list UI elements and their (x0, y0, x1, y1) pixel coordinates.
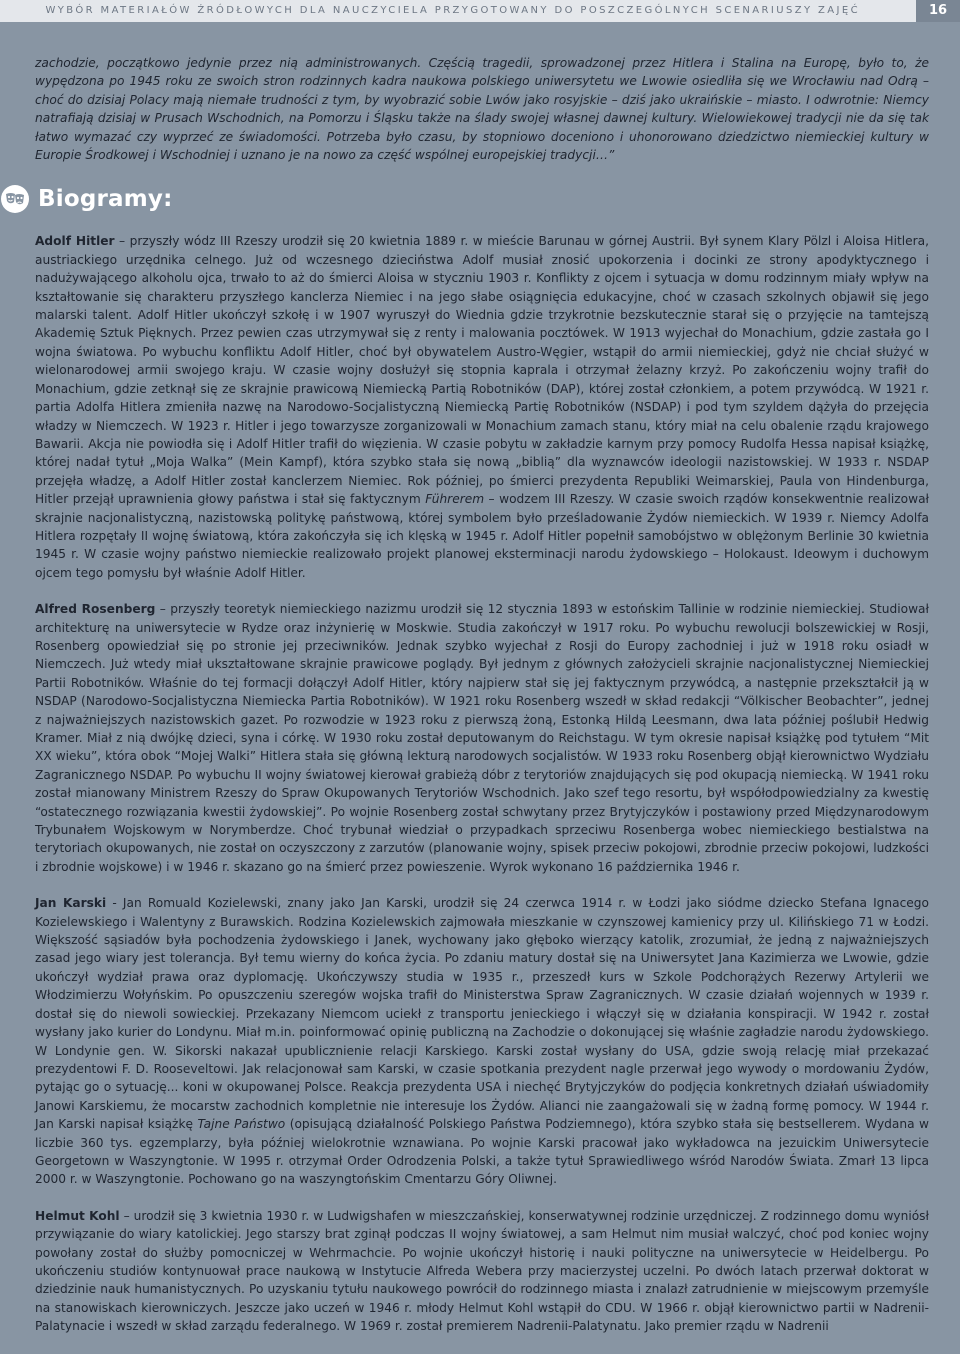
bio-italic: Tajne Państwo (197, 1117, 286, 1132)
header-bar (0, 0, 960, 22)
section-title: Biogramy: (38, 186, 173, 213)
bio-text: (opisującą działalność Polskiego Państwa Podziemnego), która szybko stała się bestsellerem. Wydana w liczbie 360 tys. egzemplarzy, była później wielokrotnie wznawiana. Po wojnie Karski pracował jako wykładowca na jezuickim Uniwersytecie Georgetown w Waszyngtonie. W 1995 r. otrzymał Order Odrodzenia Polski, a także tytuł Sprawiedliwego wśród Narodów Świata. Zmarł 13 lipca 2000 r. w Waszyngtonie. Pochowano go na waszyngtońskim Cmentarzu Góry Oliwnej. (35, 1117, 929, 1187)
bio-kohl (35, 1207, 929, 1336)
bio-name: Adolf Hitler (35, 234, 115, 249)
bio-text: – przyszły wódz III Rzeszy urodził się 20 kwietnia 1889 r. w mieście Barunau w górnej Austrii. Był synem Klary Pölzl i Aloisa Hitlera, austriackiego urzędnika celnego. Już od wczesnego dzieciństwa Adolf musiał znosić upokorzenia i docinki ze strony apodyktycznego i nadużywającego alkoholu ojca, trwało to aż do śmierci Aloisa w styczniu 1903 r. Konflikty z ojcem i sytuacja w domu rodzinnym miały wpływ na kształtowanie się charakteru przyszłego kanclerza Niemiec i na jego słabe osiągnięcia edukacyjne, choć w czasach szkolnych objawił się jego malarski talent. Adolf Hitler ukończył szkołę i w 1907 wyruszył do Wiednia gdzie trzykrotnie bezskutecznie starał się o przyjęcie na tamtejszą Akademię Sztuk Pięknych. Przez pewien czas utrzymywał się z renty i malowania pocztówek. W 1913 wyjechał do Monachium, gdzie zastała go I wojna światowa. Po wybuchu konfliktu Adolf Hitler, choć był obywatelem Austro-Węgier, wstąpił do armii niemieckiej, gdyż nie chciał służyć w wielonarodowej armii swojego kraju. W czasie wojny dosłużył się stopnia kaprala i otrzymał żelazny krzyż. Po zakończeniu wojny trafił do Monachium, gdzie zetknął się ze skrajnie prawicową Niemiecką Partią Robotników (DAP), której został członkiem, a potem przywódcą. W 1921 r. partia Adolfa Hitlera zmieniła nazwę na Narodowo-Socjalistyczną Niemiecką Partię Robotników (NSDAP) i pod tym szyldem dążyła do przejęcia władzy w Niemczech. W 1923 r. Hitler i jego towarzysze zorganizowali w Monachium zamach stanu, który miał na celu obalenie rządu krajowego Bawarii. Akcja nie powiodła się i Adolf Hitler trafił do więzienia. W czasie pobytu w zakładzie karnym przy pomocy Rudolfa Hessa napisał książkę, której nadał tytuł „Moja Walka” (Mein Kampf), która szybko stała się nową „biblią” dla wyznawców ideologii nazistowskiej. W 1933 r. NSDAP przejęła władzę, a Adolf Hitler został kanclerzem Niemiec. Rok później, po śmierci prezydenta Republiki Weimarskiej, Paula von Hindenburga, Hitler przejął uprawnienia głowy państwa i stał się faktycznym (35, 234, 929, 507)
bio-name: Jan Karski (35, 896, 107, 911)
bio-rosenberg (35, 600, 929, 876)
bio-text: – przyszły teoretyk niemieckiego nazizmu urodził się 12 stycznia 1893 w estońskim Tallinie w rodzinie niemieckiej. Studiował architekturę na uniwersytecie w Rydze oraz inżynierię w Moskwie. Studia zakończył w 1917 roku. Po wybuchu rewolucji bolszewickiej w Rosji, Rosenberg opowiedział się po stronie jej przeciwników. Jednak szybko wyjechał z Rosji do Europy zachodniej i już w 1918 roku osiadł w Niemczech. Już wtedy miał ukształtowane skrajnie prawicowe poglądy. Był jednym z głównych założycieli skrajnie nacjonalistycznej Niemieckiej Partii Robotników. Właśnie do tej formacji dołączył Adolf Hitler, który najpierw stał się jej faktycznym przywódcą, a następnie przekształcił ją w NSDAP (Narodowo-Socjalistyczna Niemiecka Partia Robotników). W 1921 roku Rosenberg wszedł w skład redakcji “Völkischer Beobachter”, jednej z najważniejszych nazistowskich gazet. Po rozwodzie w 1923 roku z pierwszą żoną, Estonką Hildą Leesmann, dwa lata później poślubił Hedwig Kramer. Miał z nią dwójkę dzieci, syna i córkę. W 1930 roku został deputowanym do Reichstagu. W tym okresie napisał książkę pod tytułem “Mit XX wieku”, która obok “Mojej Walki” Hitlera stała się główną lekturą narodowych socjalistów. W 1933 roku Rosenberg objął kierownictwo Wydziału Zagranicznego NSDAP. Po wybuchu II wojny światowej kierował grabieżą dóbr z terytoriów znajdujących się pod okupacją niemiecką. W 1941 roku został mianowany Ministrem Rzeszy do Spraw Okupowanych Terytoriów Wschodnich. Jako szef tego resortu, był współodpowiedzialny za kwestię “ostatecznego rozwiązania kwestii żydowskiej”. Po wojnie Rosenberg został schwytany przez Brytyjczyków i postawiony przed Międzynarodowym Trybunałem Wojskowym w Norymberdze. Choć trybunał wiedział o przypadkach sprzeciwu Rosenberga wobec niemieckiego bestialstwa na terytoriach okupowanych, nie został on oczyszczony z zarzutów (planowanie wojny, spisek przeciw pokojowi, zbrodnie przeciw pokojowi, ludzkości i zbrodnie wojskowe) i w 1946 r. skazano go na śmierć przez powieszenie. Wyrok wykonano 16 października 1946 r. (35, 602, 929, 874)
bio-name: Helmut Kohl (35, 1208, 120, 1223)
theater-masks-icon (0, 184, 30, 214)
bio-name: Alfred Rosenberg (35, 602, 156, 617)
bio-text: – urodził się 3 kwietnia 1930 r. w Ludwigshafen w mieszczańskiej, konserwatywnej rodzinie urzędniczej. Z rodzinnego domu wyniósł przywiązanie do wiary katolickiej. Jego starszy brat zginął podczas II wojny światowej, a sam Helmut nim musiał walczyć, choć pod koniec wojny powołany został do służby pomocniczej w Wehrmachcie. Po wojnie ukończył historię i nauki polityczne na uniwersytecie w Heidelbergu. Po ukończeniu studiów kontynuował prace naukową w Instytucie Alfreda Webera przy macierzystej uczelni. Po dwóch latach przerwał doktorat w dziedzinie nauk humanistycznych. Po uzyskaniu tytułu naukowego powrócił do rodzinnego miasta i znalazł zatrudnienie w miejscowym przemyśle na stanowiskach kierowniczych. Jeszcze jako uczeń w 1946 r. młody Helmut Kohl wstąpił do CDU. W 1966 r. objął kierownictwo partii w Nadrenii-Palatynacie i wszedł w skład zarządu federalnego. W 1969 r. został premierem Nadrenii-Palatynatu. Jako premier rządu w Nadrenii (35, 1208, 929, 1334)
bio-italic: Führerem (425, 492, 485, 507)
header-title: WYBÓR MATERIAŁÓW ŹRÓDŁOWYCH DLA NAUCZYCIELA PRZYGOTOWANY DO POSZCZEGÓLNYCH SCENARIUSZY ZAJĘĆ (45, 5, 860, 16)
page-content (35, 54, 929, 1354)
bio-text: - Jan Romuald Kozielewski, znany jako Jan Karski, urodził się 24 czerwca 1914 r. w Łodzi jako siódme dziecko Stefana Ignacego Kozielewskiego i Walentyny z Burawskich. Rodzina Kozielewskich zajmowała mieszkanie w czynszowej kamienicy przy ul. Kilińskiego 71 w Łodzi. Większość sąsiadów była pochodzenia żydowskiego i Janek, wychowany jako głęboko wierzący katolik, zrozumiał, że jedną z najważniejszych zasad jego wiary jest tolerancja. Był temu wierny do końca życia. Po zdaniu matury dostał się na Uniwersytet Jana Kazimierza we Lwowie, gdzie ukończył wydział prawa oraz dyplomację. Ukończywszy studia w 1935 r., przeszedł kurs w Szkole Podchorążych Rezerwy Artylerii we Włodzimierzu Wołyńskim. Po opuszczeniu szeregów wojska trafił do Ministerstwa Spraw Zagranicznych. W czasie działań wojennych w 1939 r. dostał się do niewoli sowieckiej. Przekazany Niemcom uciekł z transportu jenieckiego i włączył się w działania konspiracji. W 1942 r. został wysłany jako kurier do Londynu. Miał m.in. poinformować opinię publiczną na Zachodzie o dokonującej się właśnie zagładzie narodu żydowskiego. W Londynie gen. W. Sikorski nakazał upublicznienie relacji Karskiego. Karski został wysłany do USA, gdzie swoją relację miał przekazać prezydentowi F. D. Rooseveltowi. Jak relacjonował sam Karski, w czasie spotkania prezydent nagle przerwał jego wywody o mordowaniu Żydów, pytając go o sytuację... koni w okupowanej Polsce. Reakcja prezydenta USA i niechęć Brytyjczyków do podjęcia konkretnych działań uświadomiły Janowi Karskiemu, że mocarstw zachodnich kompletnie nie interesuje los Żydów. Alianci nie zaangażowali się w żadną formę pomocy. W 1944 r. Jan Karski napisał książkę (35, 896, 929, 1132)
section-heading (0, 182, 929, 216)
bio-karski (35, 894, 929, 1189)
page-number: 16 (916, 0, 960, 22)
bio-hitler (35, 232, 929, 582)
intro-paragraph: zachodzie, początkowo jedynie przez nią administrowanych. Częścią tragedii, sprowadzonej przez Hitlera i Stalina na Europę, było to, że wypędzona po 1945 roku ze swoich stron rodzinnych kadra naukowa polskiego uniwersytetu we Lwowie osiedliła się we Wrocławiu nad Odrą – choć do dzisiaj Polacy mają niemałe trudności z tym, by wyobrazić sobie Lwów jako rosyjskie – dziś jako ukraińskie – miasto. I odwrotnie: Niemcy natrafiają dzisiaj w Prusach Wschodnich, na Pomorzu i Śląsku także na ślady swojej własnej dawnej kultury. Wielowiekowej tradycji nie da się tak łatwo wymazać czy wyprzeć ze świadomości. Potrzeba było czasu, by stopniowo doceniono i uhonorowano dziedzictwo niemieckiej kultury w Europie Środkowej i Wschodniej i uznano je na nowo za część wspólnej europejskiej tradycji…” (35, 56, 929, 163)
bio-text: – wodzem III Rzeszy. W czasie swoich rządów konsekwentnie realizował skrajnie nacjonalistyczną, nazistowską politykę państwową, której symbolem było prześladowanie Żydów niemieckich. W 1939 r. Niemcy Adolfa Hitlera rozpętały II wojnę światową, która zakończyła się ich klęską w 1945 r. Adolf Hitler popełnił samobójstwo w oblężonym Berlinie 30 kwietnia 1945 r. W czasie wojny państwo niemieckie realizowało projekt planowej eksterminacji narodu żydowskiego – Holokaust. Ideowym i duchowym ojcem tego pomysłu był właśnie Adolf Hitler. (35, 492, 930, 580)
